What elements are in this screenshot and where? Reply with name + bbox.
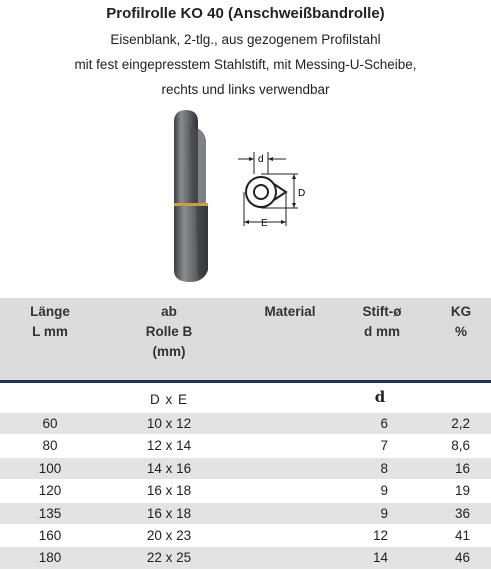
header-kg: KG % [450, 304, 472, 339]
diagram-label-D: D [298, 188, 306, 199]
table-header [0, 298, 491, 380]
description-line-2: mit fest eingepresstem Stahlstift, mit Messing-U-Scheibe, [74, 57, 417, 72]
subheader-d: d [374, 388, 386, 406]
table-row: 160 20 x 23 12 41 [0, 525, 491, 547]
description-line-1: Eisenblank, 2-tlg., aus gezogenem Profilstahl [110, 32, 381, 47]
table-row: 135 16 x 18 9 36 [0, 503, 491, 525]
table-row: 80 12 x 14 7 8,6 [0, 435, 491, 457]
header-divider [0, 380, 491, 383]
page-title: Profilrolle KO 40 (Anschweißbandrolle) [106, 5, 385, 22]
diagram-label-E: E [261, 218, 268, 229]
description-line-3: rechts und links verwendbar [161, 82, 330, 97]
subheader-dxe: D x E [149, 392, 188, 407]
table-row: 180 22 x 25 14 46 [0, 547, 491, 569]
table-body [0, 413, 491, 570]
header-material: Material [264, 304, 316, 319]
table-row: 60 10 x 12 6 2,2 [0, 413, 491, 435]
table-row: 120 16 x 18 9 19 [0, 480, 491, 502]
hinge-product-image [160, 110, 220, 286]
header-rolle: ab Rolle B (mm) [145, 304, 193, 359]
table-row: 100 14 x 16 8 16 [0, 458, 491, 480]
diagram-label-d: d [258, 154, 264, 165]
table-subheader [0, 386, 491, 412]
dimension-diagram [230, 148, 310, 238]
header-stift: Stift-ø d mm [362, 304, 402, 339]
header-laenge: Länge L mm [30, 304, 70, 339]
